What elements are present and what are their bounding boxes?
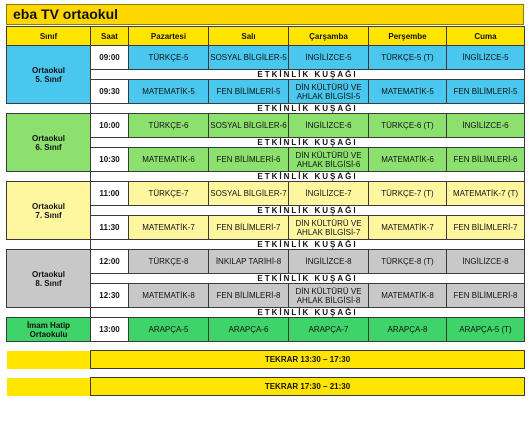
activity-band-row [7, 240, 525, 250]
time-cell: 09:00 [91, 46, 129, 70]
lesson-cell: TÜRKÇE-5 [129, 46, 209, 70]
header-persembe: Perşembe [369, 27, 447, 46]
lesson-cell: MATEMATİK-6 [369, 148, 447, 172]
table-row [7, 318, 525, 342]
activity-band: ETKİNLİK KUŞAĞI [91, 274, 525, 284]
lesson-cell: TÜRKÇE-7 [129, 182, 209, 206]
lesson-cell: DİN KÜLTÜRÜ VE AHLAK BİLGİSİ-6 [289, 148, 369, 172]
lesson-cell: MATEMATİK-7 (T) [447, 182, 525, 206]
header-sinif: Sınıf [7, 27, 91, 46]
header-cuma: Cuma [447, 27, 525, 46]
header-carsamba: Çarşamba [289, 27, 369, 46]
repeat-row [7, 378, 525, 396]
lesson-cell: İNGİLİZCE-8 [447, 250, 525, 274]
repeat-band: TEKRAR 17:30 – 21:30 [91, 378, 525, 396]
table-row [7, 182, 525, 206]
time-cell: 11:30 [91, 216, 129, 240]
schedule-table [6, 26, 525, 396]
activity-band: ETKİNLİK KUŞAĞI [91, 104, 525, 114]
activity-band: ETKİNLİK KUŞAĞI [91, 138, 525, 148]
grade-label: Ortaokul 5. Sınıf [7, 46, 91, 104]
lesson-cell: DİN KÜLTÜRÜ VE AHLAK BİLGİSİ-7 [289, 216, 369, 240]
header-pazartesi: Pazartesi [129, 27, 209, 46]
header-row [7, 27, 525, 46]
lesson-cell: TÜRKÇE-5 (T) [369, 46, 447, 70]
lesson-cell: DİN KÜLTÜRÜ VE AHLAK BİLGİSİ-5 [289, 80, 369, 104]
time-cell: 12:30 [91, 284, 129, 308]
activity-band-row [7, 172, 525, 182]
lesson-cell: İNGİLİZCE-8 [289, 250, 369, 274]
lesson-cell: ARAPÇA-5 [129, 318, 209, 342]
lesson-cell: FEN BİLİMLERİ-5 [209, 80, 289, 104]
lesson-cell: TÜRKÇE-6 (T) [369, 114, 447, 138]
lesson-cell: İNGİLİZCE-7 [289, 182, 369, 206]
table-row [7, 46, 525, 70]
repeat-row [7, 351, 525, 369]
lesson-cell: MATEMATİK-8 [129, 284, 209, 308]
grade-label: Ortaokul 7. Sınıf [7, 182, 91, 240]
lesson-cell: TÜRKÇE-7 (T) [369, 182, 447, 206]
lesson-cell: FEN BİLİMLERİ-8 [447, 284, 525, 308]
lesson-cell: ARAPÇA-5 (T) [447, 318, 525, 342]
time-cell: 13:00 [91, 318, 129, 342]
lesson-cell: FEN BİLİMLERİ-5 [447, 80, 525, 104]
lesson-cell: MATEMATİK-6 [129, 148, 209, 172]
header-sali: Salı [209, 27, 289, 46]
lesson-cell: SOSYAL BİLGİLER-7 [209, 182, 289, 206]
lesson-cell: MATEMATİK-8 [369, 284, 447, 308]
lesson-cell: MATEMATİK-7 [129, 216, 209, 240]
lesson-cell: SOSYAL BİLGİLER-6 [209, 114, 289, 138]
lesson-cell: FEN BİLİMLERİ-7 [209, 216, 289, 240]
activity-band: ETKİNLİK KUŞAĞI [91, 70, 525, 80]
activity-band-row [7, 308, 525, 318]
header-saat: Saat [91, 27, 129, 46]
lesson-cell: İNGİLİZCE-6 [447, 114, 525, 138]
grade-label: İmam Hatip Ortaokulu [7, 318, 91, 342]
page-title: eba TV ortaokul [6, 4, 524, 25]
lesson-cell: TÜRKÇE-8 (T) [369, 250, 447, 274]
lesson-cell: FEN BİLİMLERİ-6 [447, 148, 525, 172]
lesson-cell: FEN BİLİMLERİ-8 [209, 284, 289, 308]
lesson-cell: ARAPÇA-6 [209, 318, 289, 342]
lesson-cell: ARAPÇA-7 [289, 318, 369, 342]
activity-band-row [7, 104, 525, 114]
activity-band: ETKİNLİK KUŞAĞI [91, 240, 525, 250]
lesson-cell: FEN BİLİMLERİ-7 [447, 216, 525, 240]
lesson-cell: İNGİLİZCE-5 [447, 46, 525, 70]
time-cell: 12:00 [91, 250, 129, 274]
lesson-cell: MATEMATİK-5 [369, 80, 447, 104]
lesson-cell: İNGİLİZCE-6 [289, 114, 369, 138]
lesson-cell: ARAPÇA-8 [369, 318, 447, 342]
activity-band: ETKİNLİK KUŞAĞI [91, 206, 525, 216]
lesson-cell: DİN KÜLTÜRÜ VE AHLAK BİLGİSİ-8 [289, 284, 369, 308]
lesson-cell: İNGİLİZCE-5 [289, 46, 369, 70]
lesson-cell: MATEMATİK-7 [369, 216, 447, 240]
lesson-cell: MATEMATİK-5 [129, 80, 209, 104]
time-cell: 10:30 [91, 148, 129, 172]
grade-label: Ortaokul 8. Sınıf [7, 250, 91, 308]
table-row [7, 114, 525, 138]
table-row [7, 250, 525, 274]
activity-band: ETKİNLİK KUŞAĞI [91, 308, 525, 318]
grade-label: Ortaokul 6. Sınıf [7, 114, 91, 172]
lesson-cell: İNKILAP TARİHİ-8 [209, 250, 289, 274]
repeat-band: TEKRAR 13:30 – 17:30 [91, 351, 525, 369]
lesson-cell: FEN BİLİMLERİ-6 [209, 148, 289, 172]
lesson-cell: SOSYAL BİLGİLER-5 [209, 46, 289, 70]
lesson-cell: TÜRKÇE-8 [129, 250, 209, 274]
time-cell: 11:00 [91, 182, 129, 206]
time-cell: 09:30 [91, 80, 129, 104]
activity-band: ETKİNLİK KUŞAĞI [91, 172, 525, 182]
lesson-cell: TÜRKÇE-6 [129, 114, 209, 138]
time-cell: 10:00 [91, 114, 129, 138]
